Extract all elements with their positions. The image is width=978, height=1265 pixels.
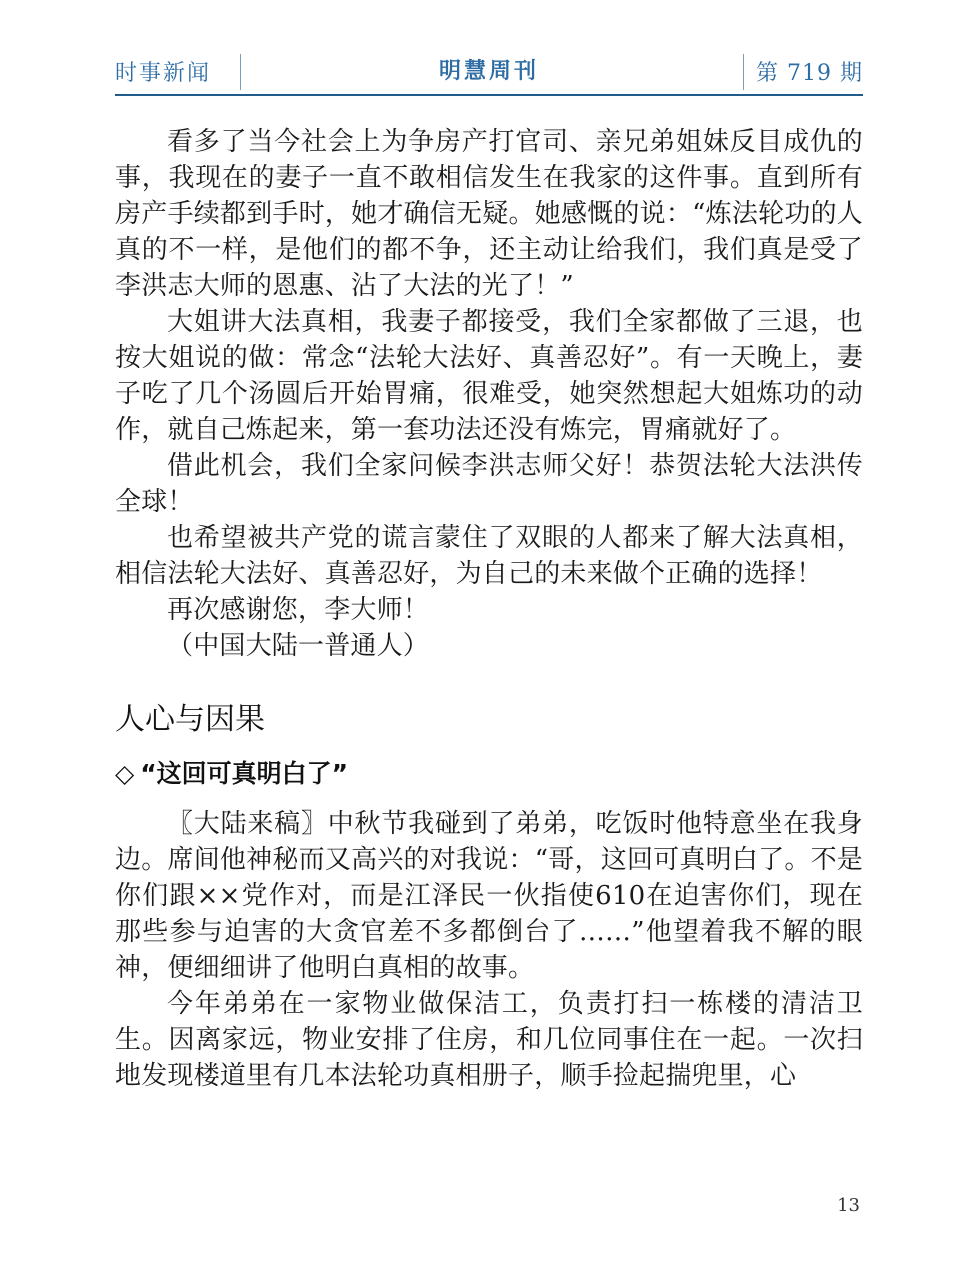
article1-paragraph: 大姐讲大法真相，我妻子都接受，我们全家都做了三退，也按大姐说的做：常念“法轮大法好、真善忍好”。有一天晚上，妻子吃了几个汤圆后开始胃痛，很难受，她突然想起大姐炼功的动作，就自己炼起来，第一套功法还没有炼完，胃痛就好了。 <box>115 307 863 445</box>
spacer <box>115 792 863 806</box>
article1-paragraph: 再次感谢您，李大师！ <box>167 595 430 625</box>
article2-paragraph: 〖大陆来稿〗中秋节我碰到了弟弟，吃饭时他特意坐在我身边。席间他神秘而又高兴的对我说：“哥，这回可真明白了。不是你们跟××党作对，而是江泽民一伙指使610在迫害你们，现在那些参与迫害的大贪官差不多都倒台了……”他望着我不解的眼神，便细细讲了他明白真相的故事。 <box>115 809 863 983</box>
article2-paragraph: 今年弟弟在一家物业做保洁工，负责打扫一栋楼的清洁卫生。因离家远，物业安排了住房，和几位同事住在一起。一次扫地发现楼道里有几本法轮功真相册子，顺手捡起揣兜里，心 <box>115 989 863 1091</box>
page-header <box>115 48 863 96</box>
header-divider-right <box>743 54 744 90</box>
section-title: 人心与因果 <box>115 702 265 737</box>
page-content <box>115 124 863 1094</box>
diamond-icon: ◇ <box>115 759 135 788</box>
header-publication-title: 明慧周刊 <box>438 59 539 84</box>
header-issue-number: 第 719 期 <box>756 61 863 86</box>
article1-paragraph: 看多了当今社会上为争房产打官司、亲兄弟姐妹反目成仇的事，我现在的妻子一直不敢相信发生在我家的这件事。直到所有房产手续都到手时，她才确信无疑。她感慨的说：“炼法轮功的人真的不一样，是他们的都不争，还主动让给我们，我们真是受了李洪志大师的恩惠、沾了大法的光了！” <box>115 127 863 301</box>
subsection-heading <box>115 756 863 792</box>
article1-paragraph: 也希望被共产党的谎言蒙住了双眼的人都来了解大法真相，相信法轮大法好、真善忍好，为自己的未来做个正确的选择！ <box>115 523 863 589</box>
header-section-label: 时事新闻 <box>115 61 212 86</box>
article1-paragraph: 借此机会，我们全家问候李洪志师父好！恭贺法轮大法洪传全球！ <box>115 451 863 517</box>
page-number: 13 <box>837 1195 860 1216</box>
article1-signature: （中国大陆一普通人） <box>167 631 430 661</box>
subsection-title: “这回可真明白了” <box>140 759 349 788</box>
